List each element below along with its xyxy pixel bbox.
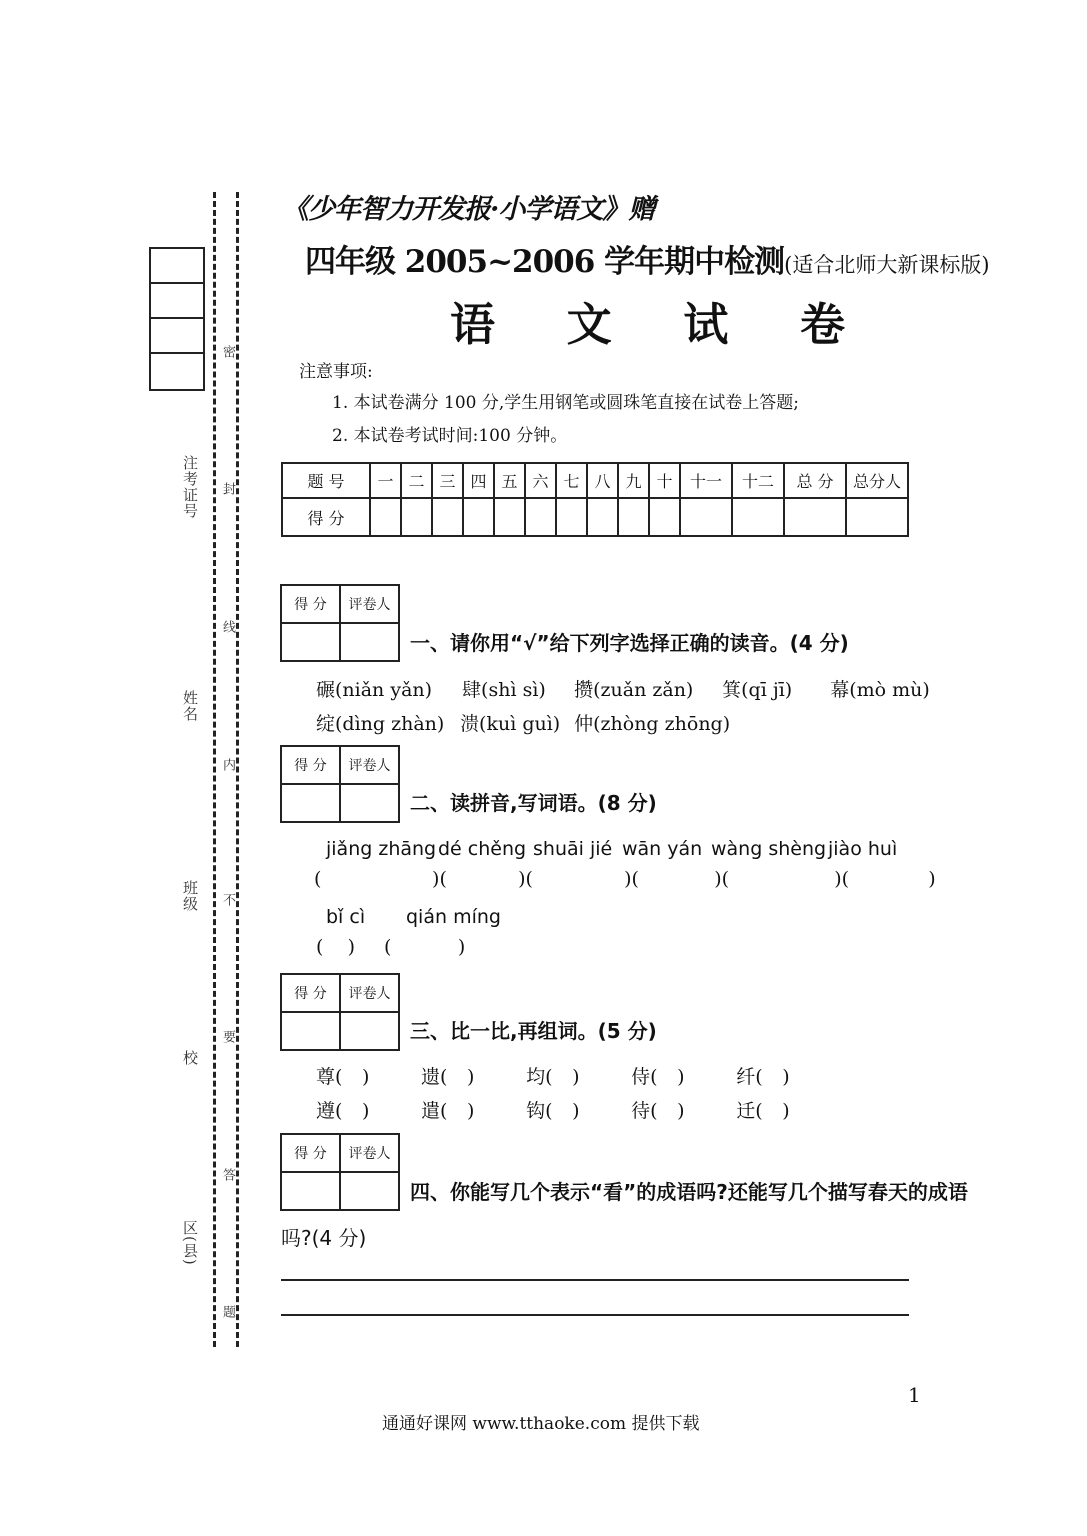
page-number: 1 [908,1383,921,1407]
table-row [282,498,908,536]
question-3-title: 三、比一比,再组词。(5 分) [410,1019,657,1043]
fold-mark: 内 [220,758,235,772]
score-cell[interactable] [649,498,680,536]
pinyin-word: wàng shèng [711,838,827,860]
fold-mark: 要 [220,1030,235,1044]
q3-row-1 [316,1062,790,1089]
edition-note: (适合北师大新课标版) [784,253,990,277]
grader-name-label: 评卷人 [340,974,399,1012]
table-header-cell: 十二 [732,463,784,498]
q3-char: 遣( [421,1100,448,1122]
question-1-title: 一、请你用“√”给下列字选择正确的读音。(4 分) [410,631,849,655]
score-cell[interactable] [680,498,732,536]
grader-score-label: 得 分 [281,746,340,784]
table-header-cell: 总 分 [784,463,846,498]
grader-score-cell[interactable] [281,784,340,822]
score-cell[interactable] [556,498,587,536]
grader-box [280,1133,400,1211]
exam-title-text: 四年级 2005~2006 学年期中检测 [305,244,785,280]
q3-bracket-close[interactable]: ) [467,1100,475,1122]
seat-number-box [149,247,205,391]
notice-heading: 注意事项: [299,362,373,382]
question-4-title-cont: 吗?(4 分) [281,1226,367,1250]
q3-bracket-close[interactable]: ) [467,1066,475,1088]
score-cell[interactable] [401,498,432,536]
table-header-cell: 四 [463,463,494,498]
score-cell[interactable] [370,498,401,536]
pinyin-word: bǐ cì [326,906,366,928]
district-label: 区(县) [181,1220,199,1266]
pinyin-word: dé chěng [438,838,527,860]
score-cell[interactable] [587,498,618,536]
answer-blank[interactable]: )( [624,868,639,890]
answer-blank[interactable]: ( ) [316,936,355,958]
pinyin-word: jiǎng zhāng [326,838,437,860]
grader-box [280,745,400,823]
exam-number-label: 注考证号 [181,455,199,519]
q3-char: 尊( [316,1066,343,1088]
grader-score-cell[interactable] [281,1172,340,1210]
score-table [281,462,909,537]
table-header-cell: 题 号 [282,463,370,498]
answer-blank[interactable]: )( [834,868,850,890]
q3-char: 均( [526,1066,553,1088]
q1-item[interactable]: 幕(mò mù) [830,679,930,701]
q3-row-2 [316,1096,790,1123]
q1-item[interactable]: 仲(zhòng zhōng) [574,713,731,735]
fold-mark: 线 [220,620,235,634]
pinyin-word: qián míng [406,906,501,928]
score-cell[interactable] [494,498,525,536]
question-4-title: 四、你能写几个表示“看”的成语吗?还能写几个描写春天的成语 [410,1180,968,1204]
fold-mark: 不 [220,893,235,907]
subject-title: 语 文 试 卷 [450,298,873,351]
score-cell[interactable] [784,498,846,536]
q3-char: 遗( [421,1066,448,1088]
pinyin-word: jiào huì [828,838,898,860]
q1-row-2 [316,709,730,736]
answer-line[interactable] [281,1279,909,1281]
answer-brackets-row-1 [314,868,936,890]
table-header-cell: 总分人 [846,463,908,498]
answer-blank[interactable]: )( [518,868,533,890]
answer-blank[interactable]: )( [714,868,730,890]
answer-blank: ) [928,868,936,890]
q3-char: 纤( [736,1066,763,1088]
table-row [282,463,908,498]
q1-item[interactable]: 碾(niǎn yǎn) [316,679,433,701]
answer-line[interactable] [281,1314,909,1316]
pinyin-word: wān yán [622,838,703,860]
fold-mark: 题 [220,1305,235,1319]
q3-bracket-close[interactable]: ) [677,1066,685,1088]
grader-name-label: 评卷人 [340,585,399,623]
grader-score-label: 得 分 [281,1134,340,1172]
grader-name-cell[interactable] [340,1012,399,1050]
grader-score-label: 得 分 [281,585,340,623]
table-header-cell: 七 [556,463,587,498]
score-cell[interactable] [618,498,649,536]
q1-item[interactable]: 溃(kuì guì) [460,713,561,735]
table-header-cell: 一 [370,463,401,498]
grader-name-cell[interactable] [340,1172,399,1210]
q1-item[interactable]: 绽(dìng zhàn) [316,713,445,735]
score-cell[interactable] [732,498,784,536]
score-cell[interactable] [525,498,556,536]
grader-score-label: 得 分 [281,974,340,1012]
grader-score-cell[interactable] [281,623,340,661]
grader-score-cell[interactable] [281,1012,340,1050]
q3-char: 待( [631,1100,658,1122]
table-header-cell: 二 [401,463,432,498]
table-header-cell: 三 [432,463,463,498]
notice-item-2: 2. 本试卷考试时间:100 分钟。 [332,426,568,446]
answer-blank[interactable]: )( [432,868,447,890]
score-cell[interactable] [432,498,463,536]
q3-char: 钩( [526,1100,553,1122]
class-label: 班级 [181,880,199,912]
q1-row-1 [316,675,930,702]
grader-box [280,584,400,662]
q3-char: 遵( [316,1100,343,1122]
table-header-cell: 五 [494,463,525,498]
q3-bracket-close[interactable]: ) [782,1100,790,1122]
q1-item[interactable]: 攒(zuǎn zǎn) [574,679,694,701]
grader-name-label: 评卷人 [340,1134,399,1172]
q3-bracket-close[interactable]: ) [782,1066,790,1088]
answer-blank[interactable]: ( [314,868,322,890]
q3-bracket-close[interactable]: ) [362,1100,370,1122]
name-label: 姓名 [181,690,199,722]
pinyin-word: shuāi jié [533,838,613,860]
cut-line-left [213,192,216,1347]
grader-name-cell[interactable] [340,784,399,822]
answer-blank[interactable]: ( ) [384,936,466,958]
score-cell[interactable] [846,498,908,536]
table-row-label: 得 分 [282,498,370,536]
table-header-cell: 九 [618,463,649,498]
grader-box [280,973,400,1051]
answer-brackets-row-2 [316,936,465,958]
notice-item-1: 1. 本试卷满分 100 分,学生用钢笔或圆珠笔直接在试卷上答题; [332,393,800,413]
q1-item[interactable]: 肆(shì sì) [462,679,546,701]
table-header-cell: 十一 [680,463,732,498]
q3-char: 迁( [736,1100,763,1122]
table-header-cell: 十 [649,463,680,498]
score-cell[interactable] [463,498,494,536]
brand-line: 《少年智力开发报·小学语文》赠 [282,194,655,225]
q3-bracket-close[interactable]: ) [572,1066,580,1088]
q3-bracket-close[interactable]: ) [572,1100,580,1122]
grader-name-label: 评卷人 [340,746,399,784]
table-header-cell: 八 [587,463,618,498]
question-2-title: 二、读拼音,写词语。(8 分) [410,791,657,815]
grader-name-cell[interactable] [340,623,399,661]
school-label: 校 [181,1050,199,1066]
footer-source: 通通好课网 www.tthaoke.com 提供下载 [382,1414,700,1434]
exam-title [305,236,990,281]
table-header-cell: 六 [525,463,556,498]
fold-mark: 密 [220,345,235,359]
fold-mark: 答 [220,1168,235,1182]
fold-mark: 封 [220,482,235,496]
q1-item[interactable]: 箕(qī jī) [722,679,793,701]
q3-bracket-close[interactable]: ) [677,1100,685,1122]
q3-bracket-close[interactable]: ) [362,1066,370,1088]
q3-char: 侍( [631,1066,658,1088]
